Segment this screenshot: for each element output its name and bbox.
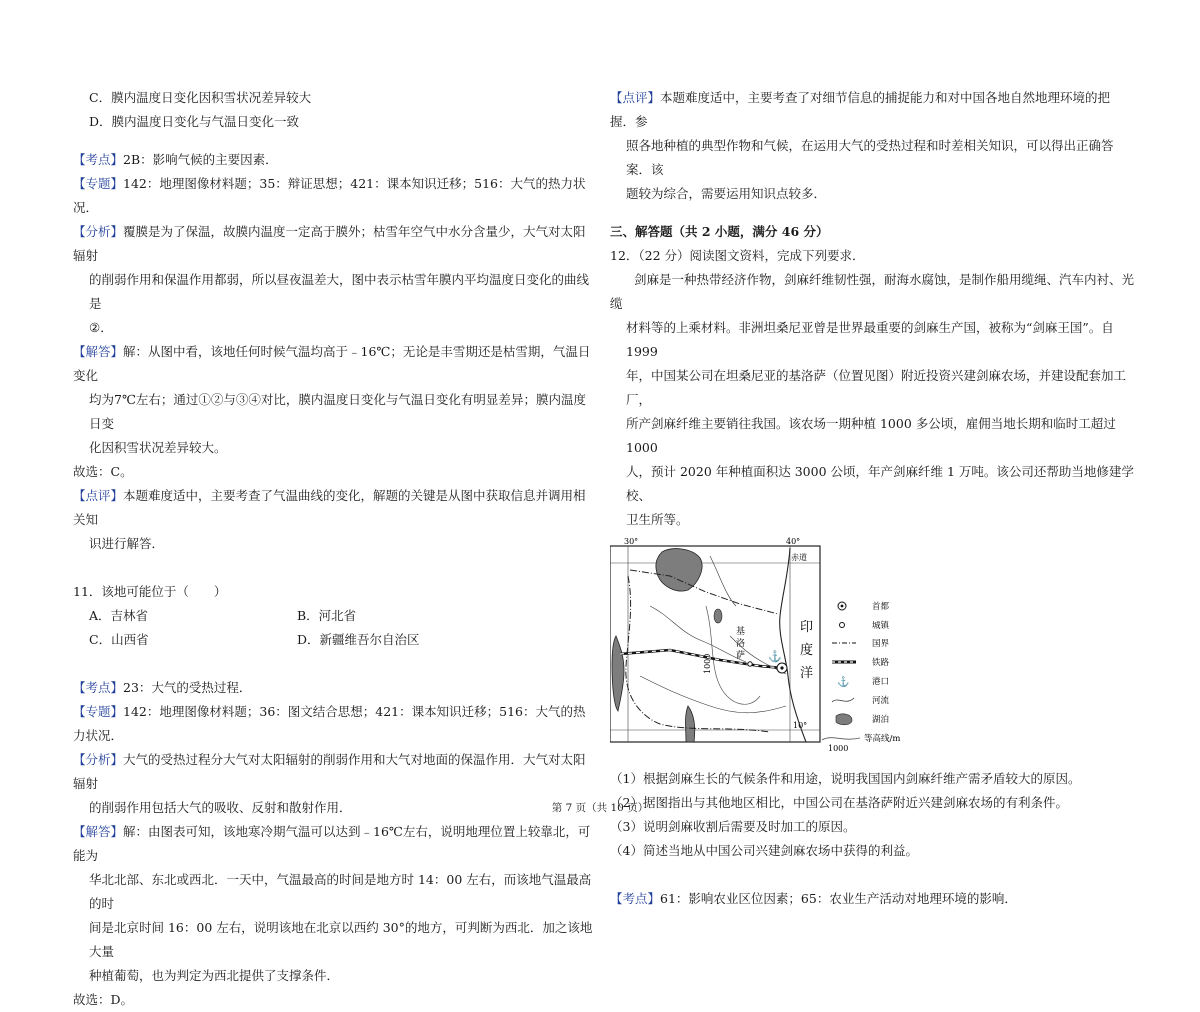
q12-sub3: （3）说明剑麻收割后需要及时加工的原因。 [610, 819, 856, 834]
equator-label: 赤道 [791, 553, 807, 562]
q12-sub1: （1）根据剑麻生长的气候条件和用途，说明我国国内剑麻纤维产需矛盾较大的原因。 [610, 771, 1081, 786]
q11-fenxi: 【分析】大气的受热过程分大气对太阳辐射的削弱作用和大气对地面的保温作用．大气对太阳辐射 [73, 752, 586, 791]
q12-material-line6: 卫生所等。 [626, 512, 689, 527]
q11-kaodian: 【考点】23：大气的受热过程． [73, 680, 252, 695]
q12-stem: 12．（22 分）阅读图文资料，完成下列要求． [610, 248, 865, 263]
border-west-south [626, 576, 770, 732]
q12-sub2: （2）据图指出与其他地区相比，中国公司在基洛萨附近兴建剑麻农场的有利条件。 [610, 795, 1068, 810]
dianping-tag: 【点评】 [610, 90, 661, 105]
kilosa-town-icon [748, 662, 752, 666]
q12-material-line1: 剑麻是一种热带经济作物，剑麻纤维韧性强，耐海水腐蚀，是制作船用缆绳、汽车内衬、光缆 [610, 272, 1135, 311]
zhuanti-tag: 【专题】 [73, 176, 124, 191]
lon-40-label: 40° [786, 537, 801, 546]
page-footer: 第 7 页（共 10 页） [551, 802, 649, 814]
ocean-label-1: 印 [800, 620, 814, 635]
q10-fenxi-line3: ②． [89, 320, 113, 335]
legend-border: 国界 [872, 639, 890, 649]
kilosa-label-2: 洛 [736, 639, 746, 649]
q11-jieda-line4: 种植葡萄，也为判定为西北提供了支撑条件． [89, 968, 340, 983]
tanzania-map [610, 536, 910, 761]
zhuanti-tag: 【专题】 [73, 704, 124, 719]
q10-fenxi: 【分析】覆膜是为了保温，故膜内温度一定高于膜外；枯雪年空气中水分含量少，大气对太阳辐射 [73, 224, 586, 263]
q12-material-line4: 所产剑麻纤维主要销往我国。该农场一期种植 1000 多公顷，雇佣当地长期和临时工超过 1000 [626, 416, 1116, 455]
legend-river: 河流 [872, 696, 890, 706]
ocean-label-3: 洋 [800, 666, 814, 681]
lat-10-label: 10° [793, 721, 808, 730]
q11-option-a: A．吉林省 [89, 608, 149, 623]
q12-material-line2: 材料等的上乘材料。非洲坦桑尼亚曾是世界最重要的剑麻生产国，被称为“剑麻王国”。自 1999 [626, 320, 1114, 359]
kaodian-tag: 【考点】 [73, 152, 124, 167]
legend-lake: 湖泊 [872, 715, 890, 725]
dianping-tag: 【点评】 [73, 488, 124, 503]
ocean-label-2: 度 [800, 643, 814, 658]
q10-fenxi-line2: 的削弱作用和保温作用都弱，所以昼夜温差大，图中表示枯雪年膜内平均温度日变化的曲线是 [89, 272, 590, 311]
q12-material-line3: 年，中国某公司在坦桑尼亚的基洛萨（位置见图）附近投资兴建剑麻农场，并建设配套加工厂， [626, 368, 1127, 407]
kilosa-bound: 基洛萨 [610, 536, 613, 537]
q11-option-d: D．新疆维吾尔自治区 [297, 632, 420, 647]
lake-tanganyika [612, 636, 624, 711]
q10-answer: 故选：C。 [73, 464, 133, 479]
q11-jieda-line2: 华北北部、东北或西北．一天中，气温最高的时间是地方时 14：00 左右，而该地气温最高的时 [89, 872, 592, 911]
q10-dianping-line2: 识进行解答． [89, 536, 165, 551]
left-column [73, 86, 595, 1012]
river-3 [640, 676, 786, 713]
lake-small [714, 609, 722, 623]
jieda-tag: 【解答】 [73, 344, 124, 359]
q11-jieda: 【解答】解：由图表可知，该地寒冷期气温可以达到﹣16℃左右，说明地理位置上较靠北，可能为 [73, 824, 591, 863]
q11-dianping-line2: 照各地种植的典型作物和气候，在运用大气的受热过程和时差相关知识，可以得出正确答案．该 [626, 138, 1114, 177]
fenxi-tag: 【分析】 [73, 224, 124, 239]
fenxi-tag: 【分析】 [73, 752, 124, 767]
q11-jieda-line3: 间是北京时间 16：00 左右，说明该地在北京以西约 30°的地方，可判断为西北．加之该地大量 [89, 920, 593, 959]
q10-zhuanti: 【专题】142：地理图像材料题；35：辩证思想；421：课本知识迁移；516：大气的热力状况． [73, 176, 586, 215]
legend-town-icon [840, 623, 845, 628]
lon-30-label: 30° [624, 537, 639, 546]
kaodian-tag: 【考点】 [610, 891, 661, 906]
q11-dianping-line3: 题较为综合，需要运用知识点较多． [626, 186, 827, 201]
map-frame [610, 546, 820, 742]
q11-dianping: 【点评】本题难度适中，主要考查了对细节信息的捕捉能力和对中国各地自然地理环境的把握．参 [610, 90, 1111, 129]
q11-zhuanti: 【专题】142：地理图像材料题；36：图文结合思想；421：课本知识迁移；516：大气的热力状况． [73, 704, 586, 743]
q12-sub4: （4）简述当地从中国公司兴建剑麻农场中获得的利益。 [610, 843, 918, 858]
q10-kaodian: 【考点】2B：影响气候的主要因素． [73, 152, 278, 167]
right-column [610, 86, 1134, 911]
legend-town: 城镇 [872, 621, 890, 631]
q10-option-c: C．膜内温度日变化因积雪状况差异较大 [89, 90, 312, 105]
q12-material-line5: 人，预计 2020 年种植面积达 3000 公顷，年产剑麻纤维 1 万吨。该公司还帮助当地修建学校、 [626, 464, 1134, 503]
q11-options-row1 [73, 604, 595, 628]
q10-jieda-line2: 均为7℃左右；通过①②与③④对比，膜内温度日变化与气温日变化有明显差异；膜内温度日变 [89, 392, 586, 431]
map-figure [610, 536, 910, 761]
q11-answer: 故选：D。 [73, 992, 134, 1007]
q11-stem: 11．该地可能位于（ ） [73, 584, 227, 599]
q10-option-d: D．膜内温度日变化与气温日变化一致 [89, 114, 300, 129]
jieda-tag: 【解答】 [73, 824, 124, 839]
legend-river-icon [832, 698, 854, 702]
q12-kaodian: 【考点】61：影响农业区位因素；65：农业生产活动对地理环境的影响． [610, 891, 1017, 906]
legend-contour: 等高线/m [864, 734, 901, 744]
kilosa-label-3: 萨 [736, 651, 746, 661]
q11-options-row2 [73, 628, 595, 652]
lake-victoria [656, 549, 702, 591]
kaodian-tag: 【考点】 [73, 680, 124, 695]
port-icon: ⚓ [768, 650, 782, 663]
legend-contour-value: 1000 [828, 744, 849, 753]
legend-port: 港口 [872, 677, 890, 687]
legend-lake-icon [836, 714, 852, 725]
map-legend [822, 601, 900, 753]
q10-dianping: 【点评】本题难度适中，主要考查了气温曲线的变化，解题的关键是从图中获取信息并调用相关知 [73, 488, 586, 527]
legend-contour-icon [822, 738, 860, 740]
q10-jieda: 【解答】解：从图中看，该地任何时候气温均高于﹣16℃；无论是丰雪期还是枯雪期，气温日变化 [73, 344, 591, 383]
contour-label: 1000 [703, 653, 712, 674]
river-2 [650, 606, 746, 662]
q11-option-c: C．山西省 [89, 632, 149, 647]
kilosa-label-1: 基 [736, 627, 746, 637]
lake-malawi [686, 706, 695, 742]
q10-jieda-line3: 化因积雪状况差异较大。 [89, 440, 227, 455]
section-title: 三、解答题（共 2 小题，满分 46 分） [610, 224, 829, 239]
legend-railway: 铁路 [872, 658, 890, 668]
q11-fenxi-line2: 的削弱作用包括大气的吸收、反射和散射作用． [89, 800, 352, 815]
legend-capital: 首都 [872, 602, 890, 612]
q11-option-b: B．河北省 [297, 608, 357, 623]
legend-port-icon: ⚓ [837, 677, 850, 688]
